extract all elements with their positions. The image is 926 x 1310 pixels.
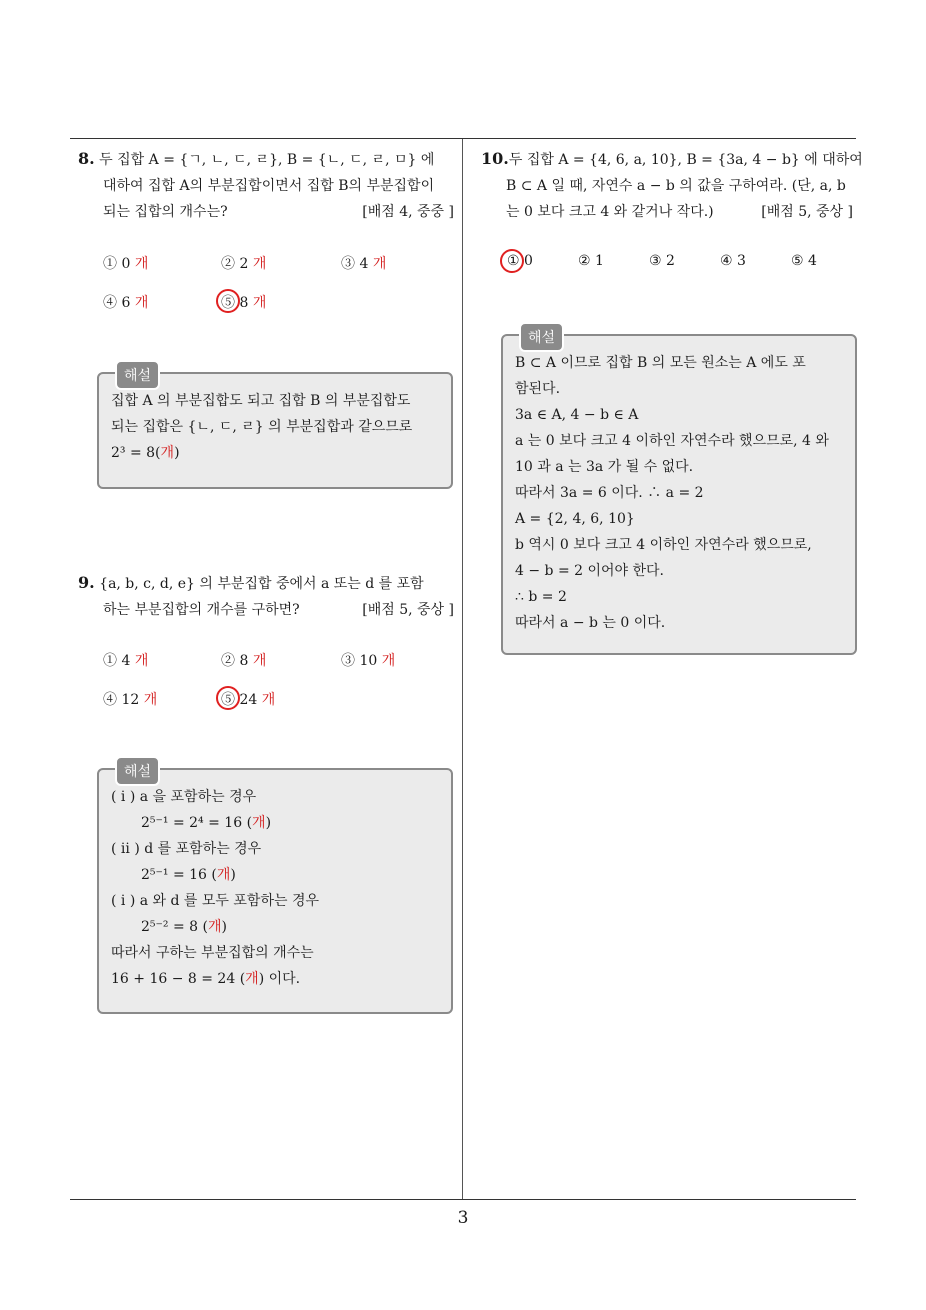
choice-2[interactable]: ② 1 <box>578 253 604 269</box>
choice-4[interactable]: ④ 6 개 <box>103 295 149 311</box>
solution-label: 해설 <box>115 360 160 390</box>
choice-1[interactable]: ① 4 개 <box>103 653 149 669</box>
answer-circle-mark <box>216 686 240 710</box>
solution-line: 따라서 구하는 부분집합의 개수는 <box>111 945 314 961</box>
question-text: 되는 집합의 개수는? <box>103 204 228 220</box>
solution-line: a 는 0 보다 크고 4 이하인 자연수라 했으므로, 4 와 <box>515 433 829 449</box>
solution-box <box>97 764 453 1014</box>
choice-4[interactable]: ④ 3 <box>720 253 746 269</box>
solution-line: 10 과 a 는 3a 가 될 수 없다. <box>515 459 694 475</box>
question-text: 는 0 보다 크고 4 와 같거나 작다.) <box>506 204 714 220</box>
question-number: 10. <box>481 149 509 168</box>
solution-line: 되는 집합은 {ㄴ, ㄷ, ㄹ} 의 부분집합과 같으므로 <box>111 419 413 435</box>
question-text: 하는 부분집합의 개수를 구하면? <box>103 602 300 618</box>
solution-line: ( i ) a 와 d 를 모두 포함하는 경우 <box>111 893 320 909</box>
question-10 <box>481 146 863 225</box>
solution-line: B ⊂ A 이므로 집합 B 의 모든 원소는 A 에도 포 <box>515 355 806 371</box>
solution-line: 따라서 3a = 6 이다. ∴ a = 2 <box>515 485 704 501</box>
solution-body <box>111 388 412 466</box>
solution-box <box>97 368 453 489</box>
solution-line: ∴ b = 2 <box>515 589 567 605</box>
question-text: {a, b, c, d, e} 의 부분집합 중에서 a 또는 d 를 포함 <box>99 576 424 592</box>
column-divider <box>462 139 463 1199</box>
choice-4[interactable]: ④ 12 개 <box>103 692 158 708</box>
score-tag: [배점 4, 중중 ] <box>362 204 454 220</box>
choice-3[interactable]: ③ 10 개 <box>341 653 396 669</box>
solution-box <box>501 330 857 655</box>
score-tag: [배점 5, 중상 ] <box>362 602 454 618</box>
solution-line: 집합 A 의 부분집합도 되고 집합 B 의 부분집합도 <box>111 393 411 409</box>
solution-line: ( i ) a 을 포함하는 경우 <box>111 789 257 805</box>
solution-label: 해설 <box>519 322 564 352</box>
top-rule <box>70 138 856 139</box>
solution-line: 2³ = 8(개) <box>111 445 180 461</box>
solution-line: 2⁵⁻¹ = 16 (개) <box>141 867 236 883</box>
answer-circle-mark <box>216 289 240 313</box>
choice-1[interactable]: ① 0 개 <box>103 256 149 272</box>
choice-2[interactable]: ② 2 개 <box>221 256 267 272</box>
answer-circle-mark <box>500 249 524 273</box>
bottom-rule <box>70 1199 856 1200</box>
solution-line: 3a ∈ A, 4 − b ∈ A <box>515 407 639 423</box>
page-number: 3 <box>457 1208 469 1228</box>
solution-line: A = {2, 4, 6, 10} <box>515 511 635 527</box>
solution-line: 4 − b = 2 이어야 한다. <box>515 563 665 579</box>
choice-3[interactable]: ③ 2 <box>649 253 675 269</box>
question-text: B ⊂ A 일 때, 자연수 a − b 의 값을 구하여라. (단, a, b <box>506 178 846 194</box>
solution-line: 따라서 a − b 는 0 이다. <box>515 615 666 631</box>
question-text: 두 집합 A = {4, 6, a, 10}, B = {3a, 4 − b} 에 대하여 <box>508 152 863 168</box>
question-text: 두 집합 A = {ㄱ, ㄴ, ㄷ, ㄹ}, B = {ㄴ, ㄷ, ㄹ, ㅁ} 에 <box>99 152 435 168</box>
solution-body <box>515 350 829 636</box>
question-text: 대하여 집합 A의 부분집합이면서 집합 B의 부분집합이 <box>103 178 435 194</box>
score-tag: [배점 5, 중상 ] <box>761 204 853 220</box>
solution-line: ( ii ) d 를 포함하는 경우 <box>111 841 262 857</box>
solution-label: 해설 <box>115 756 160 786</box>
question-number: 8. <box>78 149 95 168</box>
solution-line: 함된다. <box>515 381 561 397</box>
choice-5[interactable]: ⑤ 4 <box>791 253 817 269</box>
solution-line: b 역시 0 보다 크고 4 이하인 자연수라 했으므로, <box>515 537 812 553</box>
choice-2[interactable]: ② 8 개 <box>221 653 267 669</box>
choice-3[interactable]: ③ 4 개 <box>341 256 387 272</box>
choice-5[interactable]: ⑤ 24 개 <box>221 692 276 708</box>
question-number: 9. <box>78 573 95 592</box>
solution-line: 2⁵⁻² = 8 (개) <box>141 919 227 935</box>
choice-5[interactable]: ⑤ 8 개 <box>221 295 267 311</box>
question-9 <box>78 570 454 623</box>
choice-1[interactable]: ① 0 <box>507 253 533 269</box>
solution-line: 16 + 16 − 8 = 24 (개) 이다. <box>111 971 301 987</box>
solution-body <box>111 784 319 992</box>
question-8 <box>78 146 454 225</box>
solution-line: 2⁵⁻¹ = 2⁴ = 16 (개) <box>141 815 272 831</box>
